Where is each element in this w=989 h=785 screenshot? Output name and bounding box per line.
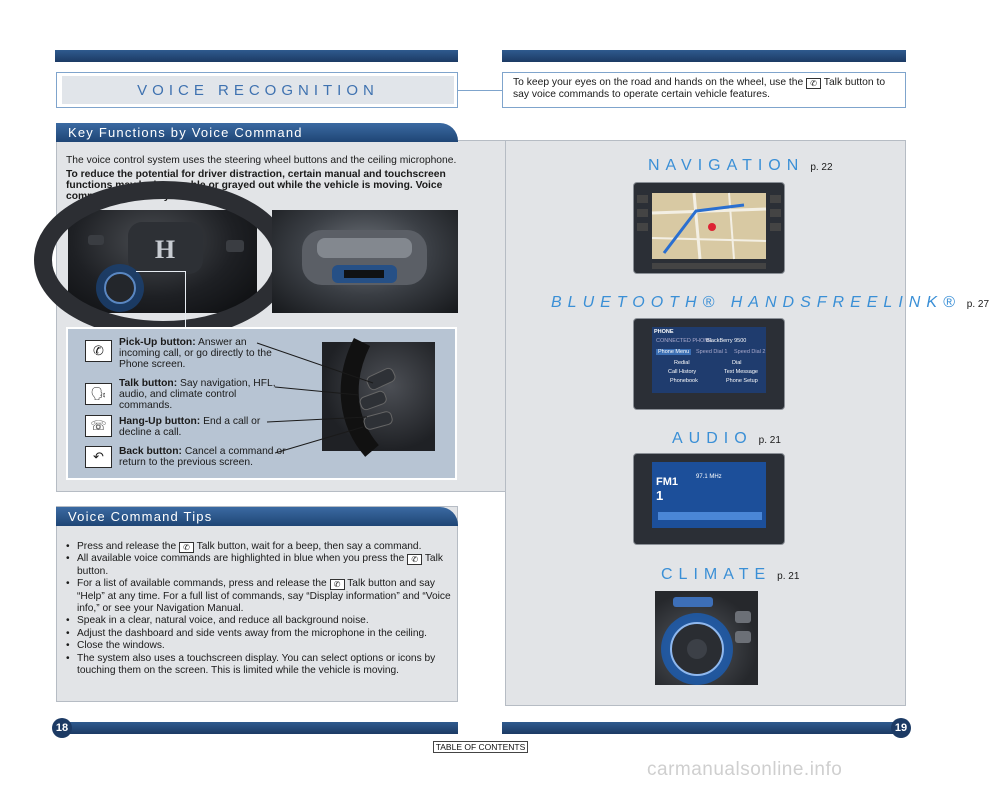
- title-connector: [458, 90, 502, 91]
- callout-line: [185, 271, 186, 327]
- voice-tips-list: [66, 541, 452, 677]
- phone-text-message[interactable]: Text Message: [724, 369, 758, 375]
- climate-control-photo: [655, 591, 758, 685]
- tip-item: [66, 553, 452, 578]
- tip-text: Talk button.: [77, 553, 443, 577]
- climate-heading: [661, 566, 799, 584]
- phone-screen: [633, 318, 785, 410]
- navigation-map-illustration: [634, 183, 784, 273]
- page-title: VOICE RECOGNITION: [62, 76, 454, 104]
- steering-wheel-illustration: [68, 210, 257, 313]
- top-bar-left: [55, 50, 458, 62]
- callout-leaders: [255, 335, 385, 465]
- steering-wheel-photo: [68, 210, 257, 313]
- page-number-left: 18: [52, 718, 72, 738]
- tip-item: • Adjust the dashboard and side vents away from the microphone in the ceiling.: [66, 628, 452, 640]
- phone-phonebook[interactable]: Phonebook: [670, 378, 698, 384]
- tip-text: Talk button, wait for a beep, then say a command.: [196, 541, 422, 552]
- climate-dial-illustration: [655, 591, 758, 685]
- phone-connected-label: CONNECTED PHONE: [656, 338, 712, 344]
- navigation-title: NAVIGATION: [648, 157, 805, 174]
- audio-page: p. 21: [758, 435, 781, 446]
- tip-item: [66, 578, 452, 615]
- phone-dial[interactable]: Dial: [732, 360, 742, 366]
- talk-icon: ✆: [407, 554, 422, 565]
- phone-screen-title: PHONE: [654, 329, 674, 335]
- page-number-right: 19: [891, 718, 911, 738]
- hangup-button-name: Hang-Up button:: [119, 416, 201, 427]
- intro-paragraph: The voice control system uses the steering wheel buttons and the ceiling microphone.: [66, 155, 457, 166]
- navigation-heading: [648, 157, 833, 175]
- tip-text: Press and release the: [77, 541, 177, 552]
- climate-page: p. 21: [777, 571, 800, 582]
- pickup-button-name: Pick-Up button:: [119, 337, 196, 348]
- audio-title: AUDIO: [672, 430, 753, 447]
- navigation-screen: [633, 182, 785, 274]
- bottom-bar-left: [55, 722, 458, 734]
- phone-hangup-icon: ☏: [85, 415, 112, 437]
- tip-text: All available voice commands are highlighted in blue when you press the: [77, 553, 405, 565]
- table-of-contents-button[interactable]: TABLE OF CONTENTS: [433, 741, 528, 753]
- bluetooth-heading: [551, 294, 989, 312]
- intro-text-start: To keep your eyes on the road and hands on the wheel, use the: [513, 77, 804, 88]
- key-functions-tab: Key Functions by Voice Command: [56, 123, 458, 142]
- distraction-warning: To reduce the potential for driver distraction, certain manual and touchscreen functions may be inoperable or grayed out while the vehicle is moving. Voice commands are always available.: [66, 169, 446, 202]
- climate-title: CLIMATE: [661, 566, 772, 583]
- intro-text: [502, 72, 906, 108]
- phone-pickup-icon: ✆: [85, 340, 112, 362]
- bluetooth-page: p. 27: [966, 299, 989, 310]
- ceiling-microphone-photo: [272, 210, 458, 313]
- phone-tab-speed1[interactable]: Speed Dial 1: [696, 349, 728, 355]
- audio-presets: [658, 512, 762, 520]
- phone-tab-speed2[interactable]: Speed Dial 2: [734, 349, 766, 355]
- pickup-button-desc: Answer an incoming call, or go directly to the Phone screen.: [119, 337, 272, 370]
- talk-icon: ✆: [806, 78, 821, 89]
- talk-icon: 🗣: [85, 383, 112, 405]
- audio-screen: [633, 453, 785, 545]
- phone-call-history[interactable]: Call History: [668, 369, 697, 375]
- navigation-page: p. 22: [810, 162, 833, 173]
- audio-channel: 1: [656, 488, 664, 503]
- intro-text-end: Talk button to say voice commands to operate certain vehicle features.: [513, 77, 886, 100]
- back-button-name: Back button:: [119, 446, 182, 457]
- overhead-console-illustration: [272, 210, 458, 313]
- tips-tab: Voice Command Tips: [56, 507, 458, 526]
- phone-tab-menu[interactable]: Phone Menu: [658, 349, 690, 355]
- talk-icon: ✆: [179, 542, 194, 553]
- tip-item: • Speak in a clear, natural voice, and reduce all background noise.: [66, 615, 452, 627]
- tip-item: [66, 541, 452, 553]
- bottom-bar-right: [502, 722, 906, 734]
- bluetooth-title: BLUETOOTH® HANDSFREELINK®: [551, 294, 961, 311]
- svg-text:H: H: [154, 235, 176, 264]
- tip-text: For a list of available commands, press and release the: [77, 578, 327, 590]
- phone-setup[interactable]: Phone Setup: [726, 378, 758, 384]
- phone-connected-value: BlackBerry 9500: [706, 338, 747, 344]
- phone-redial[interactable]: Redial: [674, 360, 690, 366]
- audio-band: FM1: [656, 476, 678, 488]
- talk-button-name: Talk button:: [119, 378, 178, 389]
- watermark: carmanualsonline.info: [647, 759, 843, 780]
- talk-icon: ✆: [330, 579, 345, 590]
- top-bar-right: [502, 50, 906, 62]
- back-icon: ↶: [85, 446, 112, 468]
- tip-text: Talk button and say “Help” at any time. For a full list of commands, say “Display information” and “Voice info,” or see your Navigation Manual.: [77, 578, 451, 615]
- audio-frequency: 97.1 MHz: [696, 474, 722, 480]
- talk-button-desc: Say navigation, HFL, audio, and climate control commands.: [119, 378, 276, 411]
- tip-item: • Close the windows.: [66, 640, 452, 652]
- audio-heading: [672, 430, 781, 448]
- hangup-button-desc: End a call or decline a call.: [119, 416, 261, 438]
- tip-item: • The system also uses a touchscreen display. You can select options or icons by touching them on the screen. This is limited while the vehicle is moving.: [66, 653, 452, 678]
- back-button-desc: Cancel a command or return to the previous screen.: [119, 446, 286, 468]
- callout-line-h: [136, 271, 186, 272]
